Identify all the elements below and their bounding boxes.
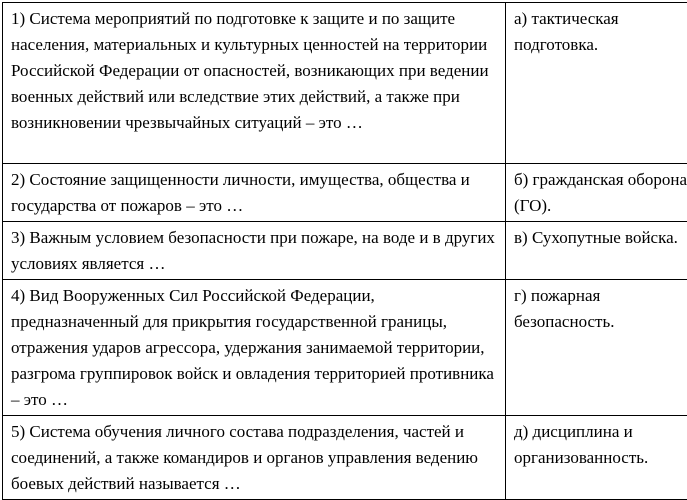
answer-cell: б) гражданская оборона (ГО). — [506, 164, 687, 222]
question-cell: 3) Важным условием безопасности при пожаре, на воде и в других условиях является … — [3, 222, 506, 280]
table-row — [3, 416, 687, 500]
answer-cell: а) тактическая подготовка. — [506, 3, 687, 164]
answer-cell: д) дисциплина и организованность. — [506, 416, 687, 500]
table-row — [3, 3, 687, 164]
question-cell: 5) Система обучения личного состава подразделения, частей и соединений, а также командиров и органов управления ведению боевых действий называется … — [3, 416, 506, 500]
table-row — [3, 164, 687, 222]
answer-cell: г) пожарная безопасность. — [506, 280, 687, 416]
question-cell: 2) Состояние защищенности личности, имущества, общества и государства от пожаров – это … — [3, 164, 506, 222]
question-cell: 4) Вид Вооруженных Сил Российской Федерации, предназначенный для прикрытия государственной границы, отражения ударов агрессора, удержания занимаемой территории, разгрома группировок войск и овладения территорией противника – это … — [3, 280, 506, 416]
table-row — [3, 280, 687, 416]
question-cell: 1) Система мероприятий по подготовке к защите и по защите населения, материальных и культурных ценностей на территории Российской Федерации от опасностей, возникающих при ведении военных действий или вследствие этих действий, а также при возникновении чрезвычайных ситуаций – это … — [3, 3, 506, 164]
answer-cell: в) Сухопутные войска. — [506, 222, 687, 280]
table-row — [3, 222, 687, 280]
matching-table — [2, 2, 687, 500]
